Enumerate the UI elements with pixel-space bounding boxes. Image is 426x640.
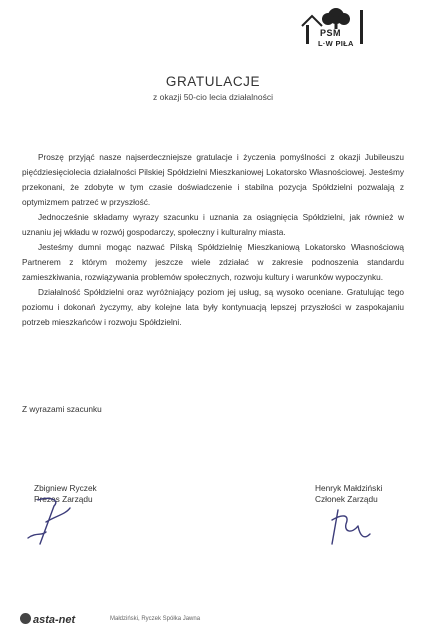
footer-brand-logo	[20, 613, 75, 626]
signatory-name: Henryk Małdziński	[315, 483, 383, 493]
letter-body	[22, 150, 404, 330]
signature-left-image	[20, 492, 80, 552]
closing-line: Z wyrazami szacunku	[22, 404, 102, 414]
document-subtitle: z okazji 50-cio lecia działalności	[152, 92, 273, 102]
signatory-role: Członek Zarządu	[315, 494, 378, 504]
logo-city: L·W PIŁA	[318, 39, 354, 48]
footer-company: Małdziński, Ryczek Spółka Jawna	[110, 616, 201, 622]
document-title: GRATULACJE	[165, 74, 261, 89]
signatory-name: Zbigniew Ryczek	[34, 483, 97, 493]
paragraph: Jesteśmy dumni mogąc nazwać Pilską Spółdzielnię Mieszkaniową Lokatorsko Własnościową Partnerem z którym możemy jeszcze wiele zdziałać w zakresie podnoszenia standardu zamieszkiwania, rozwiązywania problemów społecznych, rozwoju kultury i warunków wypoczynku.	[22, 242, 404, 282]
logo-name: PSM	[320, 28, 342, 38]
psm-logo	[300, 6, 370, 48]
paragraph: Proszę przyjąć nasze najserdeczniejsze gratulacje i życzenia pomyślności z okazji Jubileuszu pięćdziesięciolecia działalności Pilskiej Spółdzielni Mieszkaniowej Lokatorsko Własnościowej. Jesteśmy przekonani, że zdobyte w tym czasie doświadczenie i stabilna pozycja Spółdzielni pozwalają z optymizmem patrzeć w przyszłość.	[22, 152, 404, 207]
signature-right-image	[318, 500, 378, 550]
paragraph: Jednocześnie składamy wyrazy szacunku i uznania za osiągnięcia Spółdzielni, jak również w uznaniu jej wkładu w rozwój gospodarczy, społeczny i kulturalny miasta.	[22, 212, 404, 237]
footer-brand: asta-net	[33, 614, 76, 626]
brand-mark-icon	[20, 613, 31, 624]
paragraph: Działalność Spółdzielni oraz wyróżniający poziom jej usług, są wysoko oceniane. Gratulując tego poziomu i dokonań życzymy, aby kolejne lata były kontynuacją lepszej przyszłości w zaspokajaniu potrzeb mieszkańców i rozwoju Spółdzielni.	[22, 287, 404, 327]
signatory-role: Prezes Zarządu	[34, 494, 93, 504]
